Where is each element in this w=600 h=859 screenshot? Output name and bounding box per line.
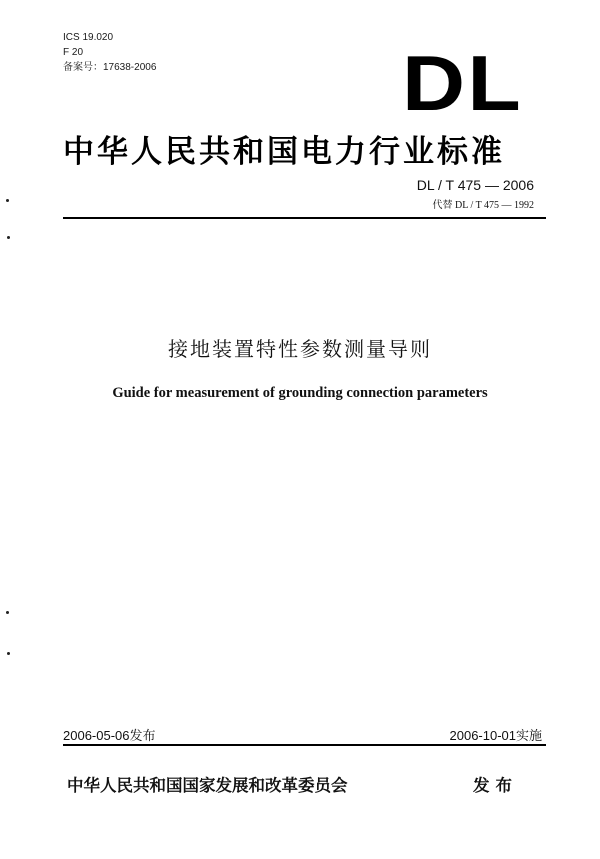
scan-speck — [6, 199, 9, 202]
footer-divider — [63, 744, 546, 746]
issue-label: 发布 — [473, 776, 518, 795]
standard-number: DL / T 475 — 2006 — [416, 177, 534, 193]
issuing-authority: 中华人民共和国国家发展和改革委员会 — [67, 776, 348, 795]
implementation-date: 2006-10-01实施 — [449, 728, 542, 743]
classification-block — [63, 30, 156, 75]
class-code: F 20 — [63, 47, 84, 58]
replaced-standard: 代替 DL / T 475 — 1992 — [432, 200, 534, 211]
record-number: 备案号：17638-2006 — [63, 62, 157, 73]
document-title-cn: 接地装置特性参数测量导则 — [168, 337, 432, 361]
header-divider — [63, 217, 546, 219]
dl-logo: DL — [402, 39, 523, 127]
page-title: 中华人民共和国电力行业标准 — [63, 134, 505, 170]
scan-speck — [7, 236, 10, 239]
ics-code: ICS 19.020 — [63, 32, 114, 43]
issue-date: 2006-05-06发布 — [63, 728, 156, 743]
document-title-en: Guide for measurement of grounding connection parameters — [112, 385, 488, 401]
scan-speck — [6, 611, 9, 614]
scan-speck — [7, 652, 10, 655]
